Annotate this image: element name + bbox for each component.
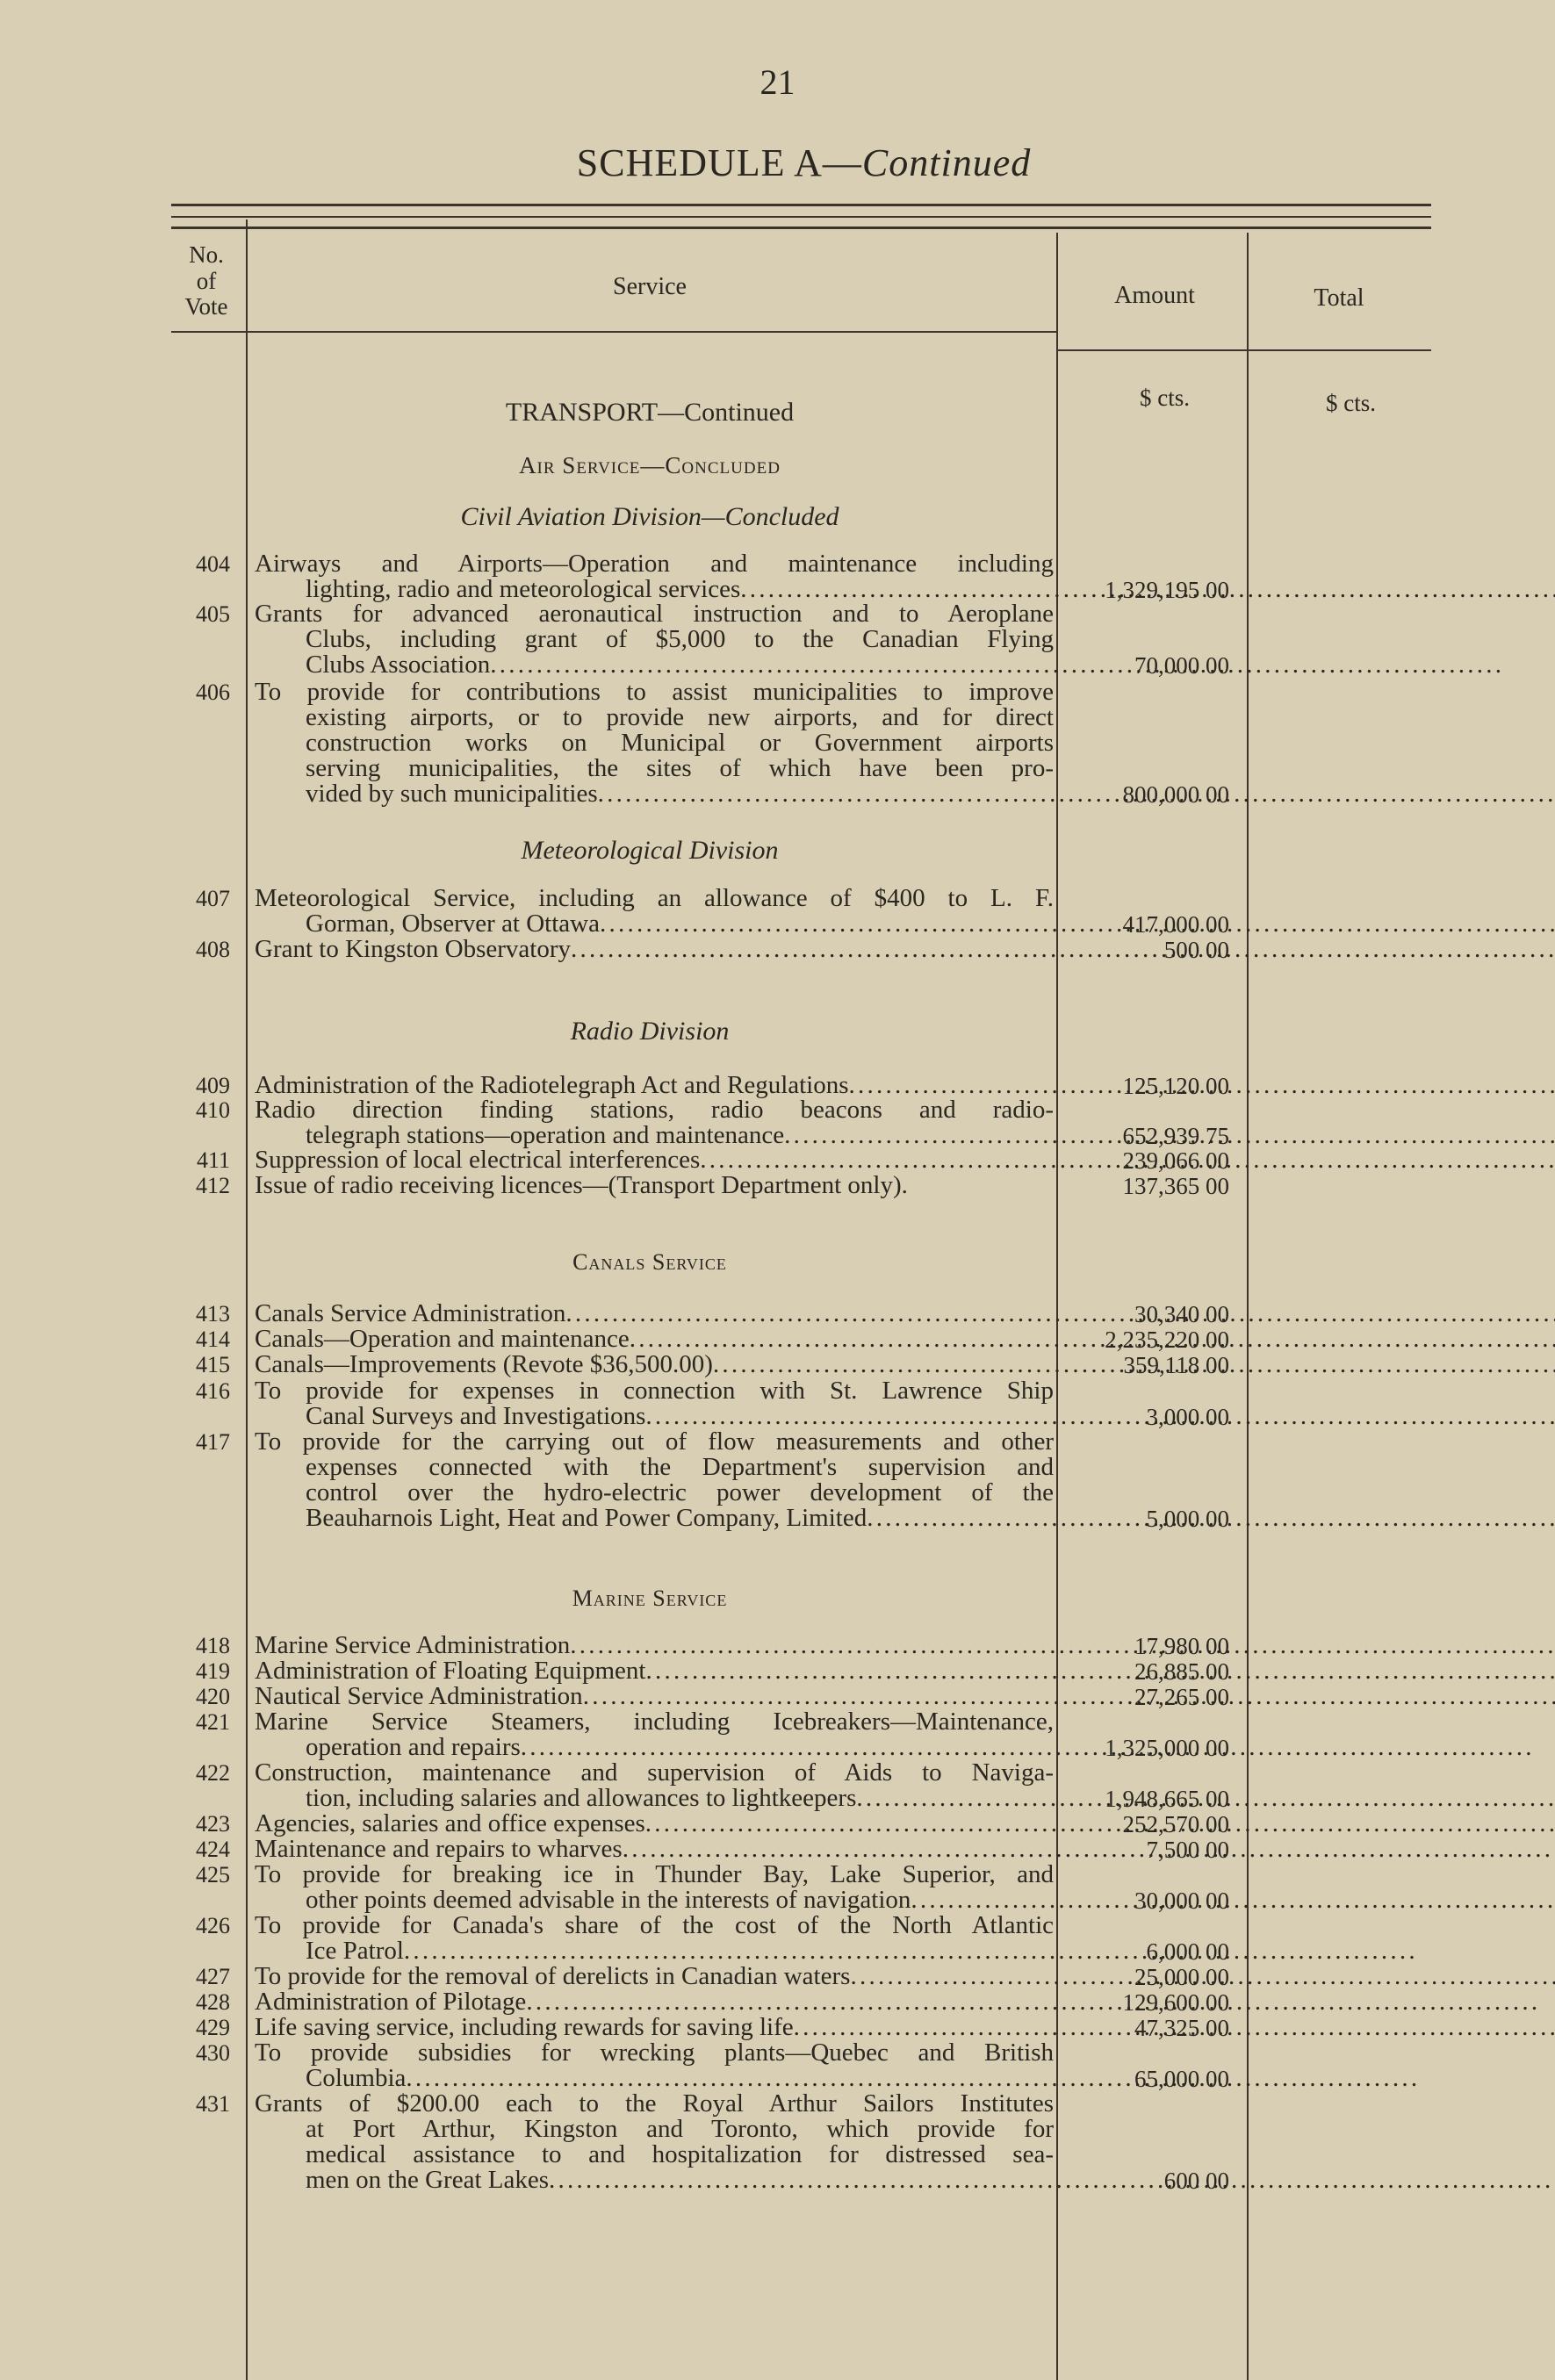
vote-number: 424: [196, 1837, 230, 1862]
vote-description: [255, 1811, 1054, 1837]
description-line: [255, 2015, 1054, 2040]
description-line: [255, 1123, 1054, 1148]
heading-transport: TRANSPORT—Continued: [505, 398, 795, 427]
vote-description: [255, 679, 1054, 807]
description-text: operation and repairs: [306, 1733, 521, 1761]
description-line: To provide for contributions to assist municipalities to improve: [255, 678, 1054, 706]
description-text: Canals—Operation and maintenance: [255, 1325, 630, 1353]
description-line: [255, 2168, 1054, 2193]
vote-number: 411: [196, 1147, 230, 1173]
title-rule-bottom: [171, 226, 1431, 229]
vote-description: [255, 1378, 1054, 1429]
dot-leader: [406, 2064, 1415, 2092]
vote-description: [255, 1352, 1054, 1377]
vote-description: [255, 601, 1054, 678]
description-text: Administration of the Radiotelegraph Act and Regulations: [255, 1071, 849, 1099]
vote-amount: 500 00: [1163, 937, 1229, 963]
description-line: To provide for breaking ice in Thunder Bay, Lake Superior, and: [255, 1860, 1054, 1888]
description-line: Airways and Airports—Operation and maintenance including: [255, 550, 1054, 578]
description-text: Beauharnois Light, Heat and Power Company, Limited: [306, 1504, 867, 1532]
description-line: [255, 1147, 1054, 1173]
heading-marine: Marine Service: [572, 1585, 728, 1611]
dot-leader: [521, 1733, 1530, 1761]
vote-description: [255, 1327, 1054, 1352]
description-line: [255, 1735, 1054, 1760]
vote-number: 408: [196, 937, 230, 962]
dot-leader: [490, 651, 1500, 679]
vote-description: [255, 1837, 1054, 1862]
description-line: [255, 1684, 1054, 1709]
vote-number: 413: [196, 1301, 230, 1327]
vote-amount: 137,365 00: [1122, 1173, 1229, 1199]
vote-number: 430: [196, 2040, 230, 2066]
vote-amount: 252,570 00: [1122, 1811, 1229, 1837]
vote-amount: 47,325 00: [1134, 2015, 1229, 2041]
col-header-amount: Amount: [1114, 282, 1195, 309]
description-text: Administration of Floating Equipment: [255, 1657, 646, 1685]
vote-description: [255, 937, 1054, 962]
title-continued: Continued: [861, 141, 1032, 184]
vote-description: [255, 1147, 1054, 1173]
vote-amount: 5,000 00: [1146, 1506, 1229, 1532]
description-text: other points deemed advisable in the interests of navigation: [306, 1886, 911, 1914]
vote-number: 409: [196, 1073, 230, 1098]
vote-amount: 2,235,220 00: [1105, 1327, 1229, 1353]
description-text: telegraph stations—operation and maintenance: [306, 1121, 785, 1149]
description-line: [255, 1404, 1054, 1429]
description-text: tion, including salaries and allowances to lightkeepers: [306, 1784, 857, 1812]
description-line: [255, 1786, 1054, 1811]
vote-amount: 3,000 00: [1146, 1404, 1229, 1430]
vote-description: [255, 2040, 1054, 2091]
col-header-vote-line: No.: [189, 241, 224, 268]
vote-amount: 17,980 00: [1134, 1633, 1229, 1659]
vote-amount: 7,500 00: [1146, 1837, 1229, 1863]
description-text: Marine Service Administration: [255, 1631, 571, 1659]
dot-leader: [526, 1988, 1536, 2016]
description-line: Construction, maintenance and supervision of Aids to Naviga-: [255, 1758, 1054, 1787]
dot-leader: [404, 1937, 1414, 1965]
vote-description: [255, 1633, 1054, 1658]
header-rule-right: [1058, 349, 1431, 351]
heading-radio: Radio Division: [570, 1017, 730, 1046]
vote-number: 422: [196, 1760, 230, 1786]
vote-description: [255, 1709, 1054, 1760]
description-line: [255, 1938, 1054, 1964]
description-line: [255, 1658, 1054, 1684]
column-rule-vote: [246, 219, 248, 2380]
description-line: Grants for advanced aeronautical instruction and to Aeroplane: [255, 600, 1054, 628]
page-number: 21: [760, 62, 795, 102]
heading-air-service: Air Service—Concluded: [519, 452, 781, 478]
description-line: construction works on Municipal or Government airports: [306, 729, 1054, 757]
vote-number: 415: [196, 1352, 230, 1377]
vote-number: 428: [196, 1989, 230, 2015]
col-header-vote-line: Vote: [184, 293, 228, 320]
description-line: Meteorological Service, including an allowance of $400 to L. F.: [255, 884, 1054, 912]
vote-description: [255, 1760, 1054, 1811]
vote-number: 404: [196, 551, 230, 577]
dot-leader: [549, 2166, 1555, 2194]
description-line: To provide subsidies for wrecking plants—Quebec and British: [255, 2038, 1054, 2067]
description-line: [255, 1837, 1054, 1862]
vote-number: 427: [196, 1964, 230, 1989]
vote-amount: 1,325,000 00: [1105, 1735, 1229, 1761]
description-line: [255, 911, 1054, 937]
vote-description: [255, 2091, 1054, 2193]
vote-description: [255, 1989, 1054, 2015]
vote-number: 431: [196, 2091, 230, 2117]
col-header-vote-line: of: [196, 267, 217, 294]
total-currency: $ cts.: [1326, 390, 1376, 416]
description-line: To provide for expenses in connection with St. Lawrence Ship: [255, 1377, 1054, 1405]
vote-number: 425: [196, 1862, 230, 1887]
vote-amount: 26,885 00: [1134, 1658, 1229, 1685]
description-line: [255, 1173, 1054, 1198]
page-title: [0, 140, 1555, 185]
description-text: men on the Great Lakes: [306, 2166, 550, 2194]
header-rule-left: [171, 331, 1058, 333]
vote-description: [255, 1913, 1054, 1964]
description-text: Nautical Service Administration: [255, 1682, 583, 1710]
vote-amount: 6,000 00: [1146, 1938, 1229, 1965]
description-text: To provide for the removal of derelicts in Canadian waters: [255, 1962, 851, 1990]
vote-amount: 27,265 00: [1134, 1684, 1229, 1710]
vote-number: 417: [196, 1429, 230, 1455]
description-line: control over the hydro-electric power development of the: [306, 1478, 1054, 1506]
vote-amount: 600 00: [1163, 2168, 1229, 2194]
description-text: Columbia: [306, 2064, 407, 2092]
description-line: [255, 577, 1054, 602]
vote-number: 419: [196, 1658, 230, 1684]
vote-number: 429: [196, 2015, 230, 2040]
description-line: [255, 1327, 1054, 1352]
title-rule-middle: [171, 216, 1431, 218]
amount-currency: $ cts.: [1140, 385, 1190, 411]
vote-number: 418: [196, 1633, 230, 1658]
vote-description: [255, 2015, 1054, 2040]
description-line: [255, 1989, 1054, 2015]
vote-description: [255, 1073, 1054, 1098]
description-text: Canals—Improvements (Revote $36,500.00): [255, 1350, 713, 1378]
vote-number: 416: [196, 1378, 230, 1404]
description-line: [255, 1073, 1054, 1098]
description-line: [255, 1352, 1054, 1377]
col-header-total: Total: [1314, 284, 1364, 312]
description-line: Marine Service Steamers, including Icebreakers—Maintenance,: [255, 1708, 1054, 1736]
description-line: at Port Arthur, Kingston and Toronto, which provide for: [306, 2115, 1054, 2143]
description-line: [255, 1811, 1054, 1837]
description-line: [255, 1301, 1054, 1327]
vote-amount: 417,000 00: [1122, 911, 1229, 938]
vote-amount: 1,329,195 00: [1105, 577, 1229, 603]
vote-amount: 129,600 00: [1122, 1989, 1229, 2016]
description-text: Canal Surveys and Investigations: [306, 1402, 646, 1430]
vote-description: [255, 551, 1054, 602]
description-text: Life saving service, including rewards for saving life: [255, 2013, 794, 2041]
vote-number: 407: [196, 886, 230, 911]
vote-number: 406: [196, 679, 230, 705]
vote-amount: 239,066 00: [1122, 1147, 1229, 1174]
col-header-vote: [167, 242, 246, 320]
description-line: [255, 1964, 1054, 1989]
col-header-service: Service: [613, 273, 687, 300]
description-text: Ice Patrol: [306, 1937, 404, 1965]
description-line: medical assistance to and hospitalization for distressed sea-: [306, 2140, 1054, 2168]
heading-meteorological: Meteorological Division: [521, 836, 779, 865]
vote-description: [255, 1173, 1054, 1198]
description-line: [255, 1633, 1054, 1658]
heading-canals: Canals Service: [572, 1249, 727, 1275]
description-line: existing airports, or to provide new airports, and for direct: [306, 703, 1054, 731]
vote-amount: 30,340 00: [1134, 1301, 1229, 1327]
vote-number: 423: [196, 1811, 230, 1837]
vote-number: 410: [196, 1097, 230, 1123]
vote-amount: 25,000 00: [1134, 1964, 1229, 1990]
vote-number: 414: [196, 1327, 230, 1352]
vote-number: 421: [196, 1709, 230, 1735]
vote-amount: 800,000 00: [1122, 781, 1229, 808]
description-text: vided by such municipalities: [306, 780, 598, 808]
vote-description: [255, 1964, 1054, 1989]
vote-amount: 70,000 00: [1134, 652, 1229, 679]
description-line: [255, 1506, 1054, 1531]
title-rule-top: [171, 204, 1431, 206]
vote-amount: 125,120 00: [1122, 1073, 1229, 1099]
vote-description: [255, 1684, 1054, 1709]
description-line: [255, 652, 1054, 678]
title-main: SCHEDULE A—: [576, 141, 862, 184]
vote-amount: 359,118 00: [1123, 1352, 1229, 1378]
description-line: Grants of $200.00 each to the Royal Arthur Sailors Institutes: [255, 2089, 1054, 2118]
description-text: Issue of radio receiving licences—(Transport Department only).: [255, 1171, 908, 1199]
description-text: Grant to Kingston Observatory: [255, 935, 572, 963]
description-line: To provide for Canada's share of the cost of the North Atlantic: [255, 1911, 1054, 1939]
dot-leader: [911, 1886, 1555, 1914]
vote-amount: 1,948,665 00: [1105, 1786, 1229, 1812]
description-line: [255, 2066, 1054, 2091]
description-text: Clubs Association: [306, 651, 491, 679]
description-text: Administration of Pilotage: [255, 1988, 527, 2016]
vote-description: [255, 1301, 1054, 1327]
vote-description: [255, 1658, 1054, 1684]
vote-amount: 65,000 00: [1134, 2066, 1229, 2092]
vote-amount: 652,939 75: [1122, 1123, 1229, 1149]
description-text: Canals Service Administration: [255, 1299, 566, 1327]
description-text: lighting, radio and meteorological services: [306, 575, 741, 603]
description-line: [255, 1887, 1054, 1913]
description-line: serving municipalities, the sites of which have been pro-: [306, 754, 1054, 782]
description-text: Agencies, salaries and office expenses: [255, 1809, 645, 1837]
vote-description: [255, 886, 1054, 937]
description-line: Clubs, including grant of $5,000 to the Canadian Flying: [306, 625, 1054, 653]
vote-number: 420: [196, 1684, 230, 1709]
vote-description: [255, 1862, 1054, 1913]
description-line: [255, 937, 1054, 962]
vote-number: 405: [196, 601, 230, 627]
vote-number: 426: [196, 1913, 230, 1938]
description-line: [255, 781, 1054, 807]
description-line: Radio direction finding stations, radio beacons and radio-: [255, 1096, 1054, 1124]
description-line: To provide for the carrying out of flow measurements and other: [255, 1427, 1054, 1456]
vote-amount: 30,000 00: [1134, 1887, 1229, 1914]
description-text: Maintenance and repairs to wharves: [255, 1835, 623, 1863]
description-text: Gorman, Observer at Ottawa: [306, 910, 600, 938]
heading-civil-aviation: Civil Aviation Division—Concluded: [460, 502, 839, 531]
vote-description: [255, 1097, 1054, 1148]
vote-number: 412: [196, 1173, 230, 1198]
description-text: Suppression of local electrical interferences: [255, 1146, 701, 1174]
vote-description: [255, 1429, 1054, 1531]
description-line: expenses connected with the Department's supervision and: [306, 1453, 1054, 1481]
